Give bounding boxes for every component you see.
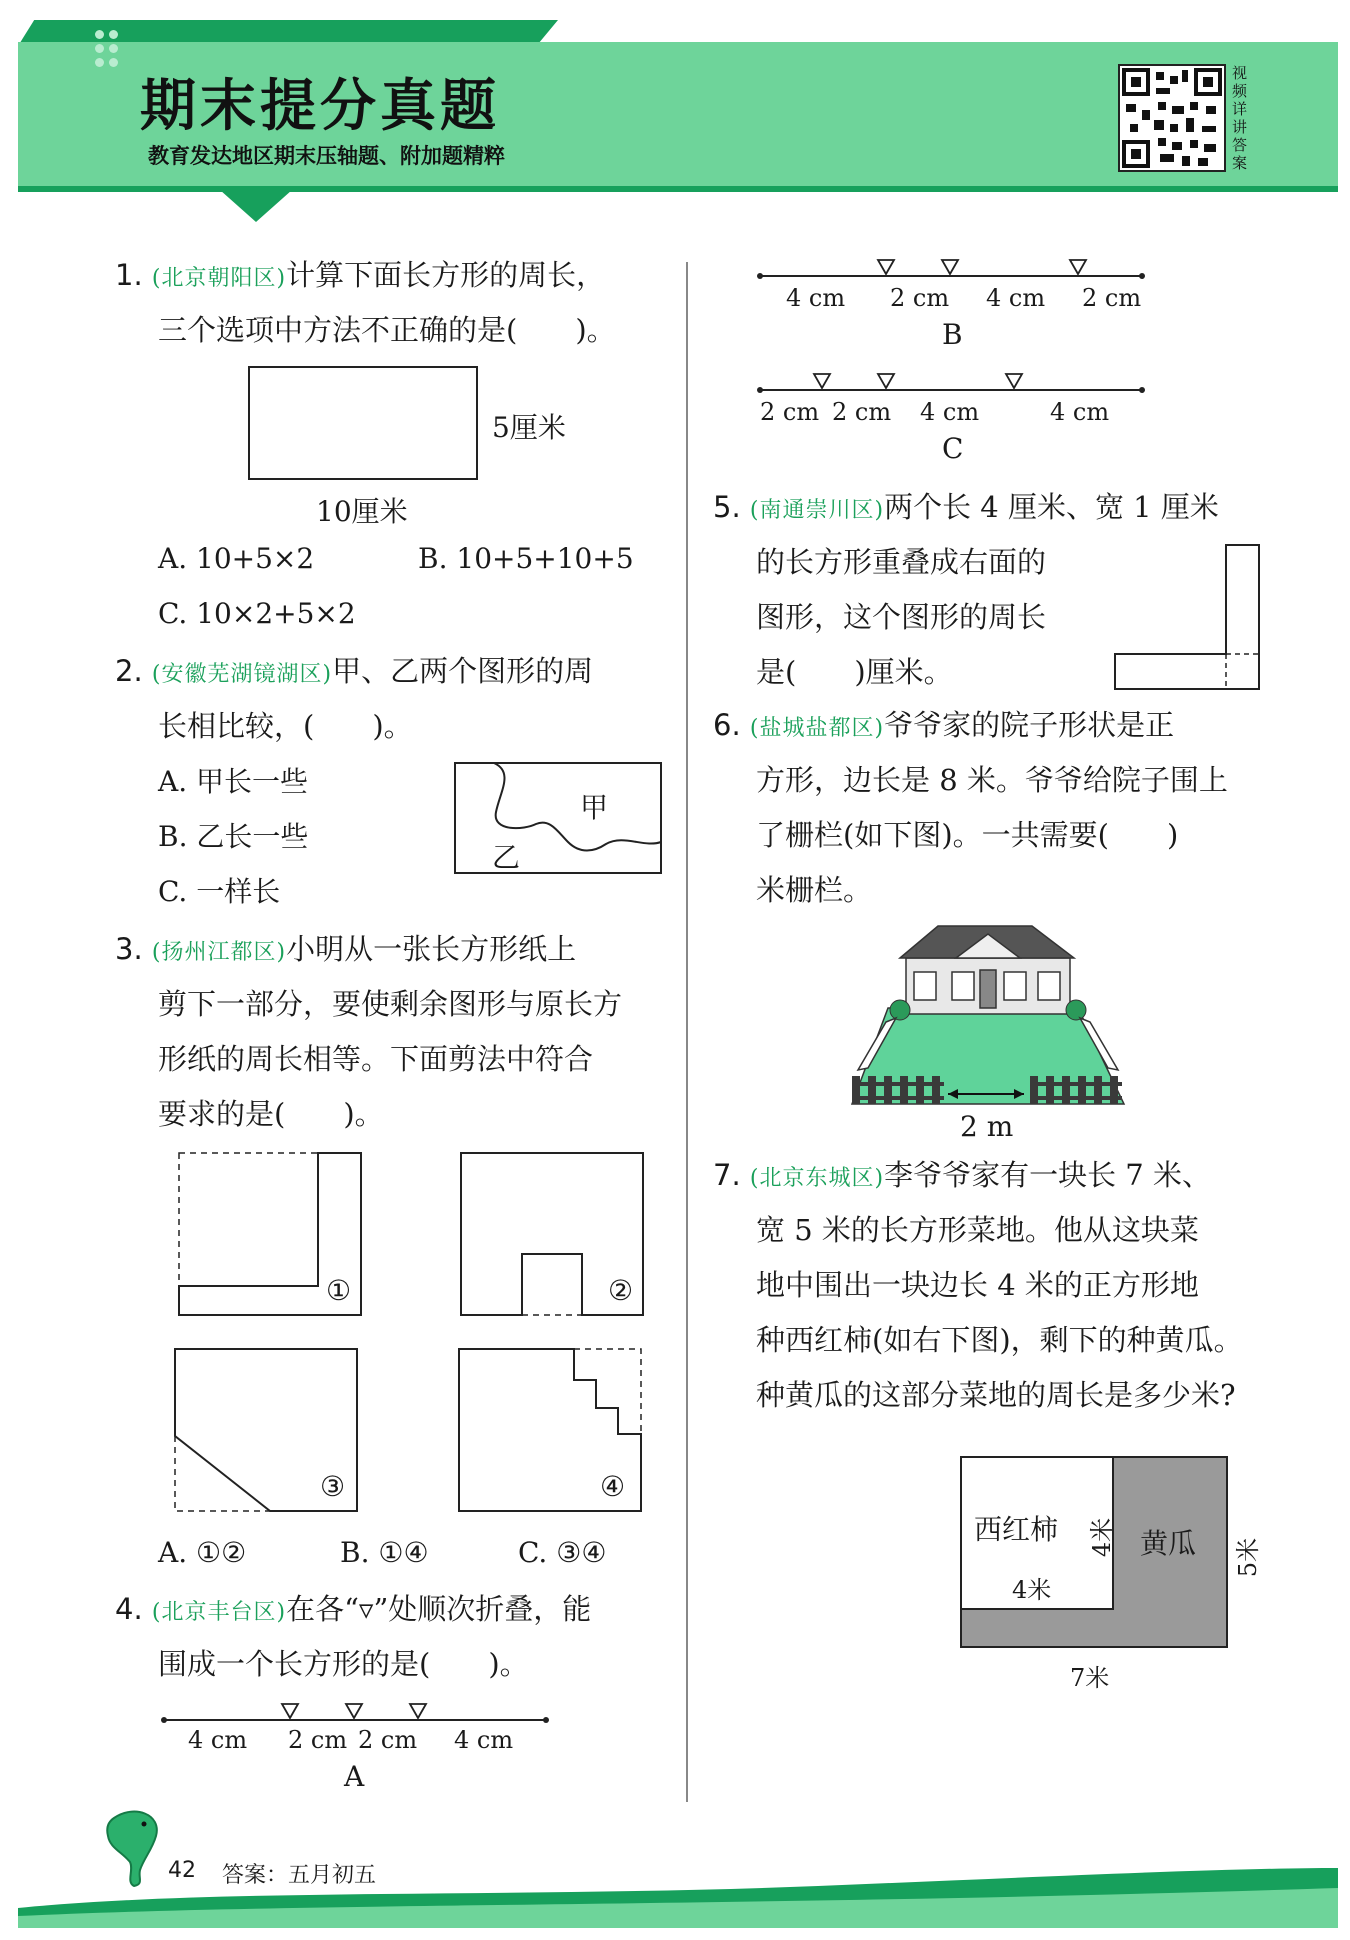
question-source: (安徽芜湖镜湖区) xyxy=(151,662,333,687)
q2-label-yi: 乙 xyxy=(492,841,521,874)
q3-option-a[interactable]: A. ①② xyxy=(158,1536,247,1569)
question-text: 图形，这个图形的周长 xyxy=(756,600,1047,634)
question-text: 方形，边长是 8 米。爷爷给院子围上 xyxy=(756,763,1228,797)
question-text: 的长方形重叠成右面的 xyxy=(756,545,1047,579)
q2-figure xyxy=(454,762,664,876)
q6-gap-label: 2 m xyxy=(960,1110,1014,1143)
q4-option-c[interactable]: C xyxy=(942,432,964,465)
q3-figure-2-label: ② xyxy=(608,1274,634,1307)
q1-height-label: 5厘米 xyxy=(492,411,566,444)
q4-strip-a xyxy=(160,1702,552,1726)
answer-note: 答案：五月初五 xyxy=(222,1863,377,1888)
question-text: 地中围出一块边长 4 米的正方形地 xyxy=(756,1268,1199,1302)
question-text: 甲、乙两个图形的周 xyxy=(332,654,594,688)
question-text: 在各“▿”处顺次折叠，能 xyxy=(286,1592,592,1626)
footer-wave xyxy=(18,1868,1338,1928)
q2-option-a[interactable]: A. 甲长一些 xyxy=(158,765,309,798)
header-bottom-band xyxy=(18,186,1338,192)
q4-b-label-4: 2 cm xyxy=(1082,284,1142,312)
q1-option-b[interactable]: B. 10+5+10+5 xyxy=(418,542,634,575)
question-text: 形纸的周长相等。下面剪法中符合 xyxy=(158,1042,594,1076)
qr-code-icon[interactable] xyxy=(1118,64,1226,172)
question-5 xyxy=(713,480,1273,538)
decorative-dots-icon xyxy=(95,30,135,80)
q4-strip-b xyxy=(756,258,1148,282)
question-text: 长相比较，( )。 xyxy=(158,709,413,743)
question-source: (南通崇川区) xyxy=(749,498,885,523)
question-text: 李爷爷家有一块长 7 米、 xyxy=(884,1158,1211,1192)
header-arrow-icon xyxy=(220,190,292,222)
question-text: 小明从一张长方形纸上 xyxy=(286,932,577,966)
question-number: 4. xyxy=(115,1592,143,1626)
question-text: 种黄瓜的这部分菜地的周长是多少米? xyxy=(756,1378,1236,1412)
column-divider xyxy=(686,262,688,1802)
question-text: 宽 5 米的长方形菜地。他从这块菜 xyxy=(756,1213,1199,1247)
question-2 xyxy=(115,644,675,702)
q3-figure-1-label: ① xyxy=(326,1274,352,1307)
question-source: (盐城盐都区) xyxy=(749,716,885,741)
question-7 xyxy=(713,1148,1273,1206)
question-number: 7. xyxy=(713,1158,741,1192)
q4-option-b[interactable]: B xyxy=(942,318,963,351)
question-1 xyxy=(115,248,675,306)
question-number: 6. xyxy=(713,708,741,742)
question-text: 要求的是( )。 xyxy=(158,1097,384,1131)
q3-option-c[interactable]: C. ③④ xyxy=(518,1536,607,1569)
q7-tomato-bottom-label: 4米 xyxy=(1012,1576,1052,1604)
question-text: 爷爷家的院子形状是正 xyxy=(884,708,1175,742)
q4-option-a[interactable]: A xyxy=(344,1760,365,1793)
question-number: 5. xyxy=(713,490,741,524)
q4-c-label-3: 4 cm xyxy=(920,398,980,426)
q7-tomato-label: 西红柿 xyxy=(974,1513,1059,1546)
q5-l-shape-figure xyxy=(1114,544,1262,692)
q4-a-label-4: 4 cm xyxy=(454,1726,514,1754)
q7-width-label: 5米 xyxy=(1234,1537,1263,1578)
question-source: (扬州江都区) xyxy=(151,940,287,965)
question-source: (北京东城区) xyxy=(749,1166,885,1191)
question-source: (北京丰台区) xyxy=(151,1600,287,1625)
question-text: 三个选项中方法不正确的是( )。 xyxy=(158,313,616,347)
q3-figure-4-label: ④ xyxy=(600,1470,626,1503)
q2-option-c[interactable]: C. 一样长 xyxy=(158,875,281,908)
q2-option-b[interactable]: B. 乙长一些 xyxy=(158,820,309,853)
q4-c-label-2: 2 cm xyxy=(832,398,892,426)
q4-b-label-2: 2 cm xyxy=(890,284,950,312)
page-title: 期末提分真题 xyxy=(140,74,500,139)
q4-a-label-2: 2 cm xyxy=(288,1726,348,1754)
question-text: 了栅栏(如下图)。一共需要( ) xyxy=(756,818,1179,852)
qr-label: 视频详讲答案 xyxy=(1232,64,1248,172)
q4-a-label-1: 4 cm xyxy=(188,1726,248,1754)
q7-length-label: 7米 xyxy=(1070,1664,1110,1692)
q4-b-label-3: 4 cm xyxy=(986,284,1046,312)
question-text: 米栅栏。 xyxy=(756,873,873,907)
question-source: (北京朝阳区) xyxy=(151,266,287,291)
question-text: 计算下面长方形的周长， xyxy=(286,258,606,292)
page-subtitle: 教育发达地区期末压轴题、附加题精粹 xyxy=(148,144,505,168)
q3-figure-3-label: ③ xyxy=(320,1470,346,1503)
q1-option-c[interactable]: C. 10×2+5×2 xyxy=(158,597,356,630)
q2-label-jia: 甲 xyxy=(580,791,609,824)
q4-b-label-1: 4 cm xyxy=(786,284,846,312)
question-text: 是( )厘米。 xyxy=(756,655,953,689)
question-number: 2. xyxy=(115,654,143,688)
q4-a-label-3: 2 cm xyxy=(358,1726,418,1754)
question-number: 1. xyxy=(115,258,143,292)
question-text: 围成一个长方形的是( )。 xyxy=(158,1647,529,1681)
q7-cucumber-label: 黄瓜 xyxy=(1140,1527,1197,1560)
question-6 xyxy=(713,698,1273,756)
q7-tomato-side-label: 4米 xyxy=(1088,1517,1117,1558)
page-number: 42 xyxy=(168,1858,196,1883)
question-text: 种西红柿(如右下图)，剩下的种黄瓜。 xyxy=(756,1323,1243,1357)
q1-option-a[interactable]: A. 10+5×2 xyxy=(158,542,315,575)
q4-c-label-4: 4 cm xyxy=(1050,398,1110,426)
question-text: 两个长 4 厘米、宽 1 厘米 xyxy=(884,490,1219,524)
q6-yard-illustration xyxy=(848,918,1128,1106)
question-3 xyxy=(115,922,675,980)
q4-strip-c xyxy=(756,372,1148,396)
q1-width-label: 10厘米 xyxy=(316,495,408,528)
q1-rectangle-figure xyxy=(248,366,480,482)
question-number: 3. xyxy=(115,932,143,966)
q3-option-b[interactable]: B. ①④ xyxy=(340,1536,429,1569)
question-4 xyxy=(115,1582,675,1640)
question-text: 剪下一部分，要使剩余图形与原长方 xyxy=(158,987,623,1021)
dolphin-icon xyxy=(104,1808,164,1890)
q4-c-label-1: 2 cm xyxy=(760,398,820,426)
